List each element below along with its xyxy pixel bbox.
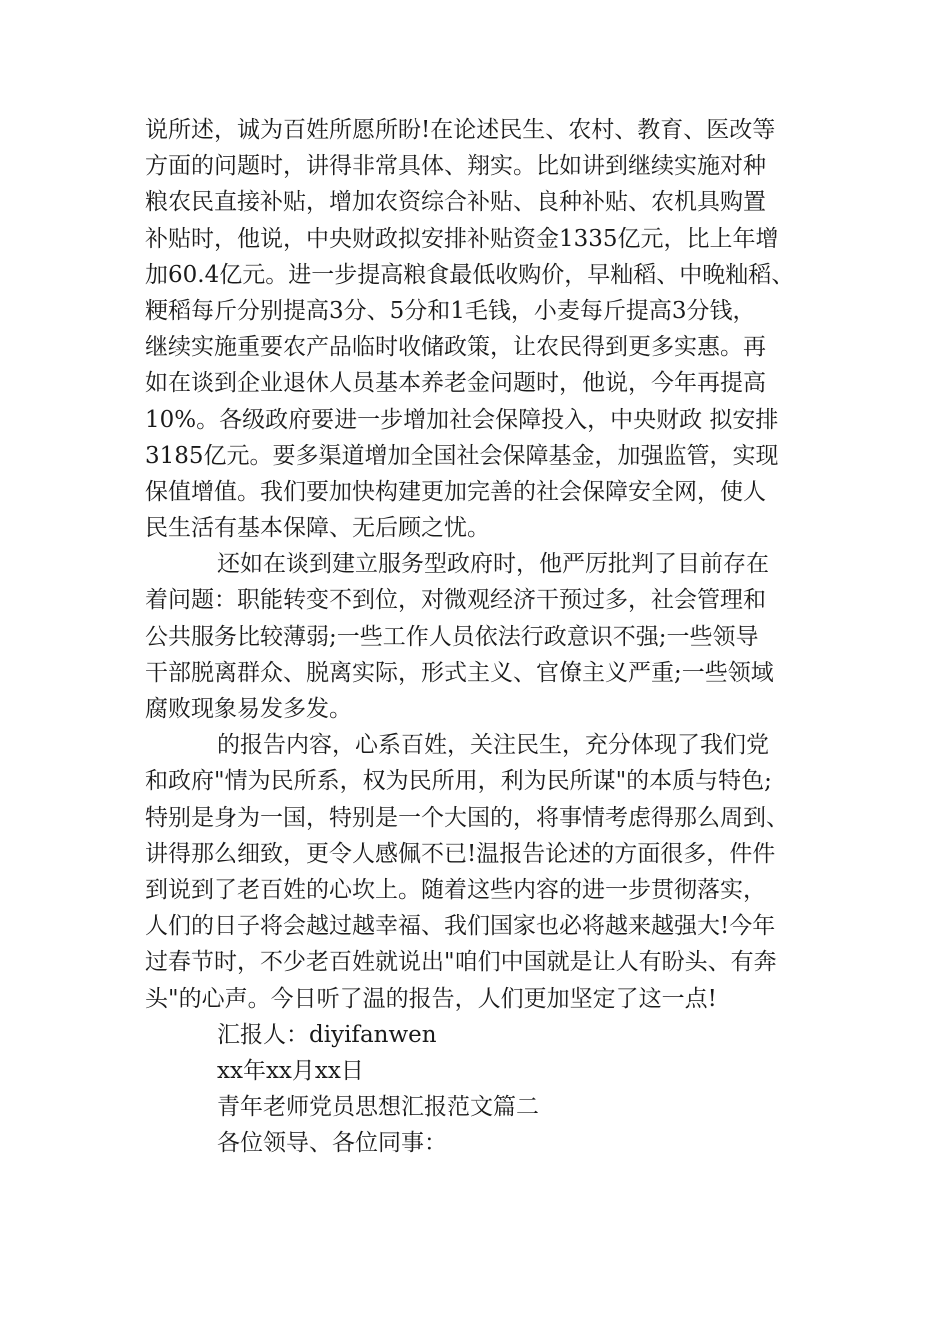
document-body bbox=[145, 112, 825, 1161]
text-line: 和政府"情为民所系，权为民所用，利为民所谋"的本质与特色; bbox=[145, 768, 772, 795]
text-line: 如在谈到企业退休人员基本养老金问题时，他说，今年再提高 bbox=[145, 370, 766, 397]
text-line: 着问题：职能转变不到位，对微观经济干预过多，社会管理和 bbox=[145, 587, 766, 614]
text-line: 过春节时，不少老百姓就说出"咱们中国就是让人有盼头、有奔 bbox=[145, 949, 777, 976]
text-line: 人们的日子将会越过越幸福、我们国家也必将越来越强大!今年 bbox=[145, 913, 776, 940]
text-line: 到说到了老百姓的心坎上。随着这些内容的进一步贯彻落实， bbox=[145, 876, 766, 903]
text-line: 的报告内容，心系百姓，关注民生，充分体现了我们党 bbox=[217, 732, 769, 759]
text-line: 补贴时，他说，中央财政拟安排补贴资金1335亿元，比上年增 bbox=[145, 225, 779, 252]
text-line: 10%。各级政府要进一步增加社会保障投入，中央财政 拟安排 bbox=[145, 406, 779, 433]
text-line: 民生活有基本保障、无后顾之忧。 bbox=[145, 515, 490, 542]
text-line: 腐败现象易发多发。 bbox=[145, 696, 352, 722]
section-title: 青年老师党员思想汇报范文篇二 bbox=[217, 1094, 539, 1121]
reporter-line: 汇报人：diyifanwen bbox=[217, 1021, 437, 1048]
text-line: 讲得那么细致，更令人感佩不已!温报告论述的方面很多，件件 bbox=[145, 840, 776, 867]
text-line: 干部脱离群众、脱离实际，形式主义、官僚主义严重;一些领域 bbox=[145, 659, 774, 686]
text-line: 头"的心声。今日听了温的报告，人们更加坚定了这一点! bbox=[145, 985, 717, 1012]
text-line: 方面的问题时，讲得非常具体、翔实。比如讲到继续实施对种 bbox=[145, 153, 766, 180]
salutation-line: 各位领导、各位同事： bbox=[217, 1130, 447, 1157]
text-line: 特别是身为一国，特别是一个大国的，将事情考虑得那么周到、 bbox=[145, 804, 789, 831]
text-line: 加60.4亿元。进一步提高粮食最低收购价，早籼稻、中晚籼稻、 bbox=[145, 261, 795, 288]
text-line: 继续实施重要农产品临时收储政策，让农民得到更多实惠。再 bbox=[145, 334, 766, 361]
text-line: 粮农民直接补贴，增加农资综合补贴、良种补贴、农机具购置 bbox=[145, 189, 766, 216]
text-line: 还如在谈到建立服务型政府时，他严厉批判了目前存在 bbox=[217, 551, 769, 578]
date-line: xx年xx月xx日 bbox=[217, 1057, 364, 1084]
text-line: 3185亿元。要多渠道增加全国社会保障基金，加强监管，实现 bbox=[145, 442, 779, 469]
text-line: 保值增值。我们要加快构建更加完善的社会保障安全网，使人 bbox=[145, 478, 766, 505]
text-line: 粳稻每斤分别提高3分、5分和1毛钱，小麦每斤提高3分钱， bbox=[145, 297, 756, 324]
text-line: 公共服务比较薄弱;一些工作人员依法行政意识不强;一些领导 bbox=[145, 623, 759, 650]
paragraph-3 bbox=[145, 727, 825, 1017]
paragraph-2 bbox=[145, 546, 825, 727]
text-line: 说所述，诚为百姓所愿所盼!在论述民生、农村、教育、医改等 bbox=[145, 117, 776, 143]
paragraph-1 bbox=[145, 112, 825, 546]
